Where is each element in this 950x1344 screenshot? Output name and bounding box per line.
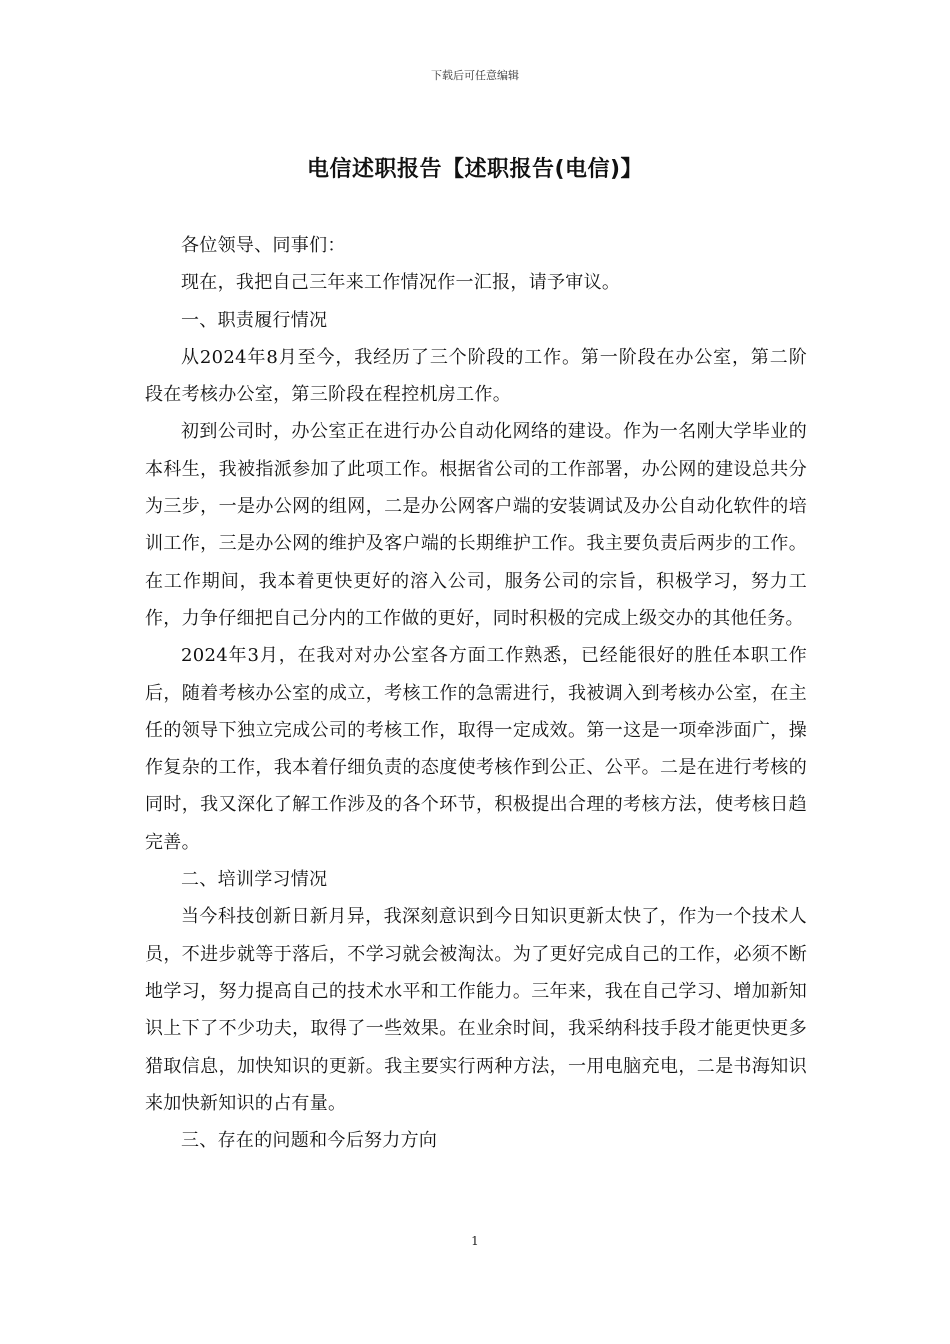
- paragraph-office-automation: 初到公司时，办公室正在进行办公自动化网络的建设。作为一名刚大学毕业的本科生，我被指派参加了此项工作。根据省公司的工作部署，办公网的建设总共分为三步，一是办公网的组网，二是办公网客户端的安装调试及办公自动化软件的培训工作，三是办公网的维护及客户端的长期维护工作。我主要负责后两步的工作。在工作期间，我本着更快更好的溶入公司，服务公司的宗旨，积极学习，努力工作，力争仔细把自己分内的工作做的更好，同时积极的完成上级交办的其他任务。: [145, 421, 807, 629]
- document-body: [145, 227, 807, 1159]
- paragraph-stages: 从2024年8月至今，我经历了三个阶段的工作。第一阶段在办公室，第二阶段在考核办公室，第三阶段在程控机房工作。: [145, 346, 807, 406]
- paragraph-assessment-office: 2024年3月，在我对对办公室各方面工作熟悉，已经能很好的胜任本职工作后，随着考核办公室的成立，考核工作的急需进行，我被调入到考核办公室，在主任的领导下独立完成公司的考核工作，取得一定成效。第一这是一项牵涉面广，操作复杂的工作，我本着仔细负责的态度使考核作到公正、公平。二是在进行考核的同时，我又深化了解工作涉及的各个环节，积极提出合理的考核方法，使考核日趋完善。: [145, 645, 807, 853]
- page-header-note: 下载后可任意编辑: [431, 69, 519, 82]
- document-title: 电信述职报告【述职报告(电信)】: [306, 157, 644, 182]
- paragraph-intro: 现在，我把自己三年来工作情况作一汇报，请予审议。: [181, 272, 621, 294]
- section-heading-problems: 三、存在的问题和今后努力方向: [181, 1130, 438, 1152]
- section-heading-training: 二、培训学习情况: [181, 869, 328, 891]
- paragraph-greeting: 各位领导、同事们：: [181, 235, 346, 256]
- section-heading-duties: 一、职责履行情况: [181, 309, 328, 331]
- paragraph-learning: 当今科技创新日新月异，我深刻意识到今日知识更新太快了，作为一个技术人员，不进步就等于落后，不学习就会被淘汰。为了更好完成自己的工作，必须不断地学习，努力提高自己的技术水平和工作能力。三年来，我在自己学习、增加新知识上下了不少功夫，取得了一些效果。在业余时间，我采纳科技手段才能更快更多猎取信息，加快知识的更新。我主要实行两种方法，一用电脑充电，二是书海知识来加快新知识的占有量。: [145, 906, 807, 1114]
- page-number: 1: [471, 1234, 479, 1248]
